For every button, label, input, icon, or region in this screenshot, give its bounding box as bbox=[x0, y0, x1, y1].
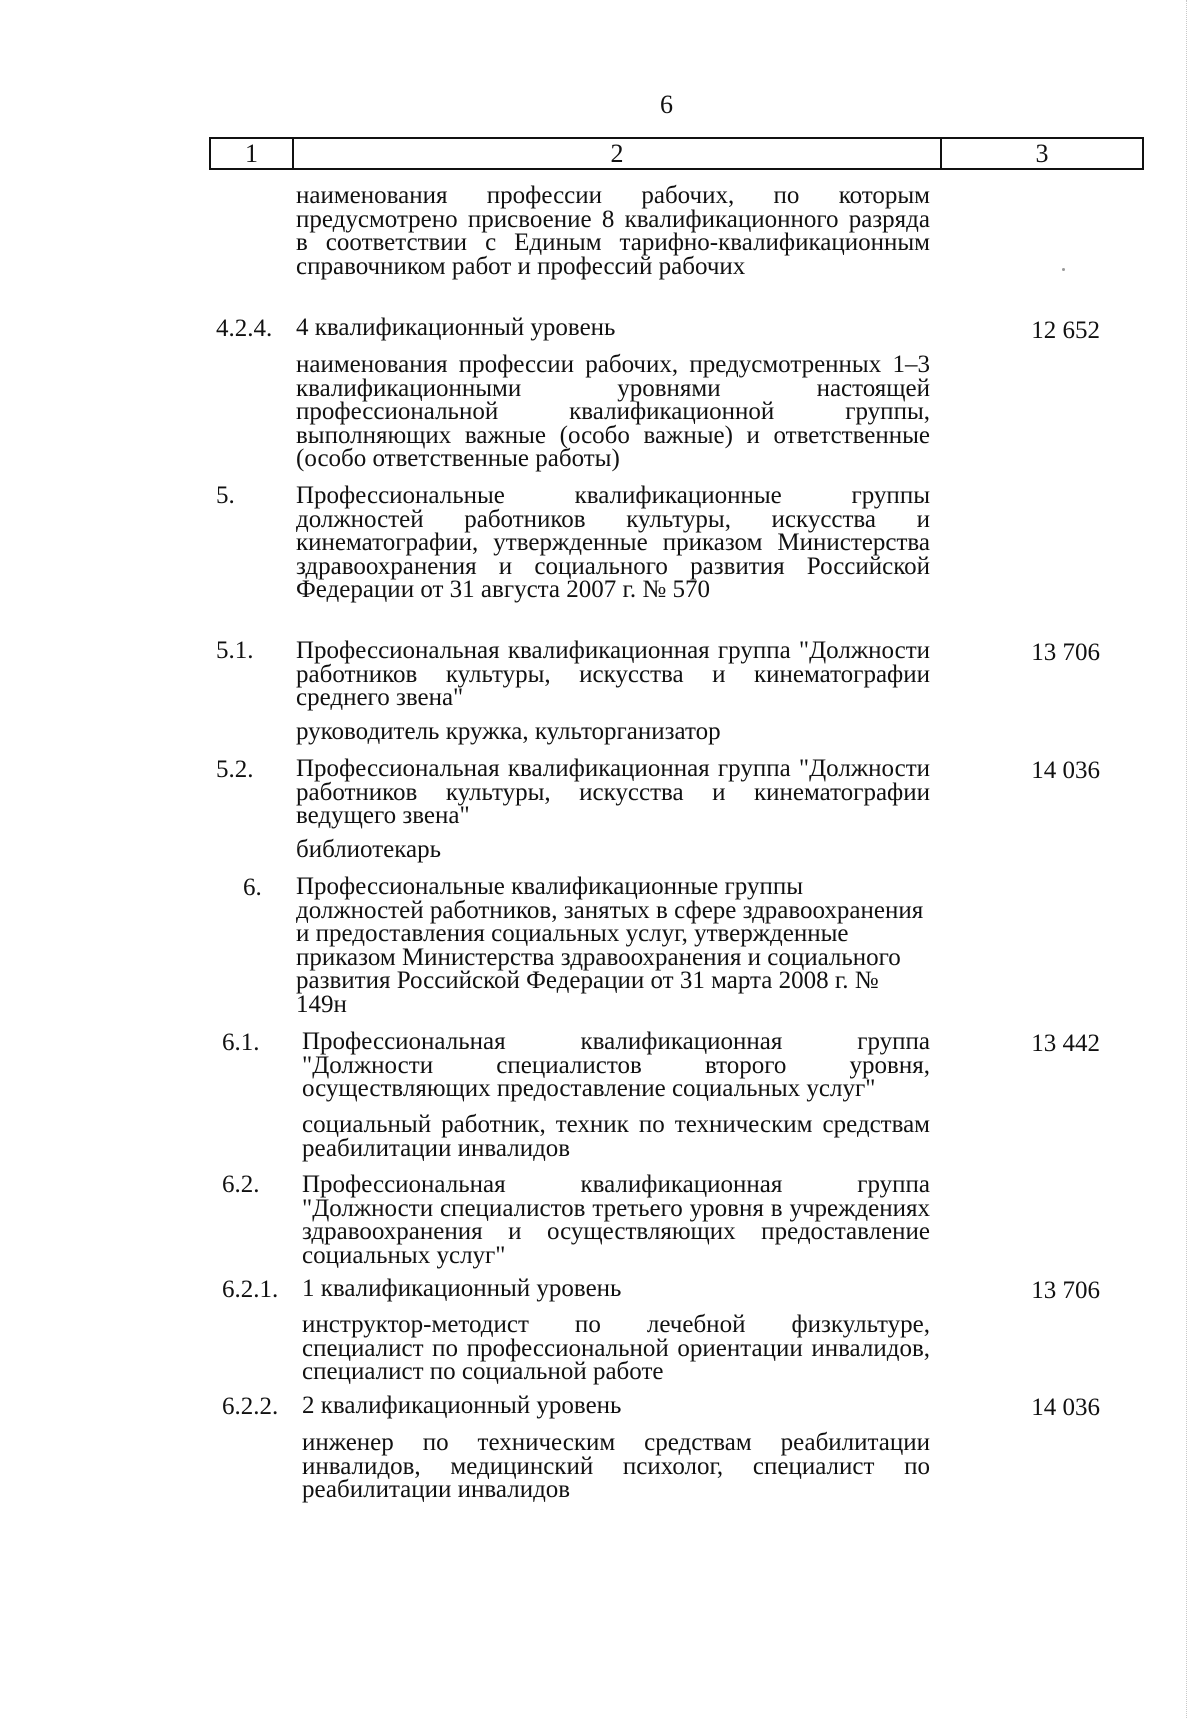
row-value: 13 706 bbox=[1031, 1277, 1100, 1304]
row-value: 12 652 bbox=[1031, 317, 1100, 344]
row-title: 2 квалификационный уровень bbox=[302, 1392, 622, 1419]
row-title: 4 квалификационный уровень bbox=[296, 314, 616, 341]
header-col-2: 2 bbox=[294, 139, 942, 168]
scan-speck bbox=[1062, 268, 1065, 271]
row-number: 4.2.4. bbox=[216, 315, 273, 342]
row-title: Профессиональная квалификационная группа "Должности работников культуры, искусства и кинематографии ведущего звена" bbox=[296, 755, 930, 829]
row-value: 14 036 bbox=[1031, 757, 1100, 784]
row-description: инструктор-методист по лечебной физкультуре, специалист по профессиональной ориентации инвалидов, специалист по социальной работе bbox=[302, 1311, 930, 1385]
row-value: 13 442 bbox=[1031, 1030, 1100, 1057]
row-title: 1 квалификационный уровень bbox=[302, 1275, 622, 1302]
table-header bbox=[209, 137, 1144, 170]
row-description: руководитель кружка, культорганизатор bbox=[296, 718, 721, 745]
header-col-3: 3 bbox=[1035, 139, 1049, 168]
row-title: Профессиональная квалификационная группа "Должности специалистов второго уровня, осуществляющих предоставление социальных услуг" bbox=[302, 1028, 930, 1102]
row-number: 6.2. bbox=[222, 1171, 260, 1198]
page-number: 6 bbox=[660, 90, 673, 119]
row-value: 13 706 bbox=[1031, 639, 1100, 666]
row-number: 5. bbox=[216, 482, 235, 509]
row-number: 6. bbox=[243, 874, 262, 901]
row-number: 6.2.1. bbox=[222, 1276, 279, 1303]
row-title: Профессиональные квалификационные группы должностей работников культуры, искусства и кинематографии, утвержденные приказом Министерства здравоохранения и социального развития Российской Федерации от 31 августа 2007 г. № 570 bbox=[296, 482, 930, 603]
row-description: инженер по техническим средствам реабилитации инвалидов, медицинский психолог, специалист по реабилитации инвалидов bbox=[302, 1429, 930, 1503]
row-number: 5.1. bbox=[216, 637, 254, 664]
header-col-1: 1 bbox=[211, 139, 294, 168]
scan-edge-line bbox=[1186, 0, 1188, 1718]
row-description: социальный работник, техник по техническим средствам реабилитации инвалидов bbox=[302, 1111, 930, 1162]
row-description: библиотекарь bbox=[296, 836, 442, 863]
row-description: наименования профессии рабочих, предусмотренных 1–3 квалификационными уровнями настоящей профессиональной квалификационной группы, выполняющих важные (особо важные) и ответственные (особо ответственные работы) bbox=[296, 351, 930, 472]
row-value: 14 036 bbox=[1031, 1394, 1100, 1421]
row-number: 5.2. bbox=[216, 756, 254, 783]
row-title: Профессиональные квалификационные группы должностей работников, занятых в сфере здравоохранения и предоставления социальных услуг, утвержденные приказом Министерства здравоохранения и социального развития Российской Федерации от 31 марта 2008 г. № 149н bbox=[296, 873, 924, 1018]
row-number: 6.2.2. bbox=[222, 1393, 279, 1420]
row-title: Профессиональная квалификационная группа "Должности работников культуры, искусства и кинематографии среднего звена" bbox=[296, 637, 930, 711]
continuation-text: наименования профессии рабочих, по которым предусмотрено присвоение 8 квалификационного разряда в соответствии с Единым тарифно-квалификационным справочником работ и профессий рабочих bbox=[296, 182, 930, 280]
row-title: Профессиональная квалификационная группа "Должности специалистов третьего уровня в учреждениях здравоохранения и осуществляющих предоставление социальных услуг" bbox=[302, 1171, 930, 1269]
row-number: 6.1. bbox=[222, 1029, 260, 1056]
